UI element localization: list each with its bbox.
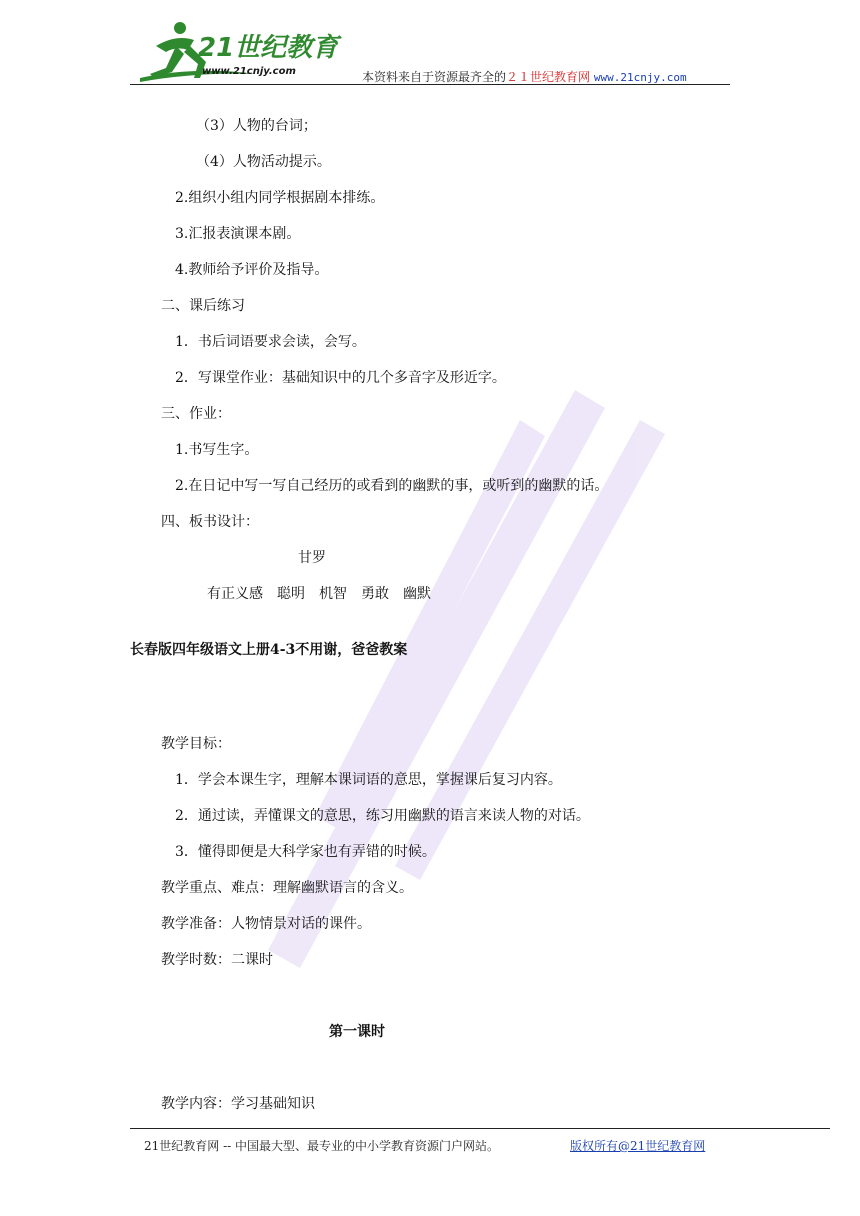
source-url-link[interactable]: www.21cnjy.com — [593, 71, 687, 84]
board-title: 甘罗 — [298, 550, 326, 566]
text-line: 教学时数：二课时 — [161, 952, 273, 968]
footer-rule — [130, 1128, 830, 1129]
text-line: 2．通过读，弄懂课文的意思，练习用幽默的语言来读人物的对话。 — [175, 808, 590, 824]
text-line: 3.汇报表演课本剧。 — [175, 226, 301, 242]
text-line: 2．写课堂作业：基础知识中的几个多音字及形近字。 — [175, 370, 506, 386]
text-line: （4）人物活动提示。 — [196, 154, 331, 170]
text-line: 教学重点、难点：理解幽默语言的含义。 — [161, 880, 413, 896]
footer-text: 21世纪教育网 -- 中国最大型、最专业的中小学教育资源门户网站。 — [144, 1139, 500, 1153]
svg-text:21世纪教育: 21世纪教育 — [198, 33, 339, 63]
text-line: 教学准备：人物情景对话的课件。 — [161, 916, 371, 932]
text-line: 1.书写生字。 — [175, 442, 259, 458]
text-line: 教学内容：学习基础知识 — [161, 1096, 315, 1112]
site-logo — [136, 16, 346, 86]
lesson-title: 长春版四年级语文上册4-3不用谢，爸爸教案 — [130, 642, 408, 658]
source-prefix: 本资料来自于资源最齐全的 — [362, 70, 507, 84]
section-heading: 四、板书设计： — [161, 514, 259, 530]
text-line: 1．学会本课生字，理解本课词语的意思，掌握课后复习内容。 — [175, 772, 562, 788]
text-line: 2.组织小组内同学根据剧本排练。 — [175, 190, 385, 206]
header-rule — [130, 84, 730, 85]
section-heading: 二、课后练习 — [161, 298, 245, 314]
board-keywords: 有正义感 聪明 机智 勇敢 幽默 — [207, 586, 431, 602]
text-line: 4.教师给予评价及指导。 — [175, 262, 329, 278]
text-line: 3．懂得即便是大科学家也有弄错的时候。 — [175, 844, 436, 860]
source-site-link[interactable]: ２１世纪教育网 — [506, 70, 591, 84]
svg-text:www.21cnjy.com: www.21cnjy.com — [202, 66, 296, 77]
period-heading: 第一课时 — [329, 1024, 385, 1040]
text-line: 2.在日记中写一写自己经历的或看到的幽默的事，或听到的幽默的话。 — [175, 478, 609, 494]
section-heading: 教学目标： — [161, 736, 231, 752]
text-line: （3）人物的台词； — [196, 118, 317, 134]
text-line: 1．书后词语要求会读，会写。 — [175, 334, 366, 350]
footer-copyright-link[interactable]: 版权所有@21世纪教育网 — [570, 1139, 706, 1153]
header-source — [362, 68, 687, 85]
section-heading: 三、作业： — [161, 406, 231, 422]
